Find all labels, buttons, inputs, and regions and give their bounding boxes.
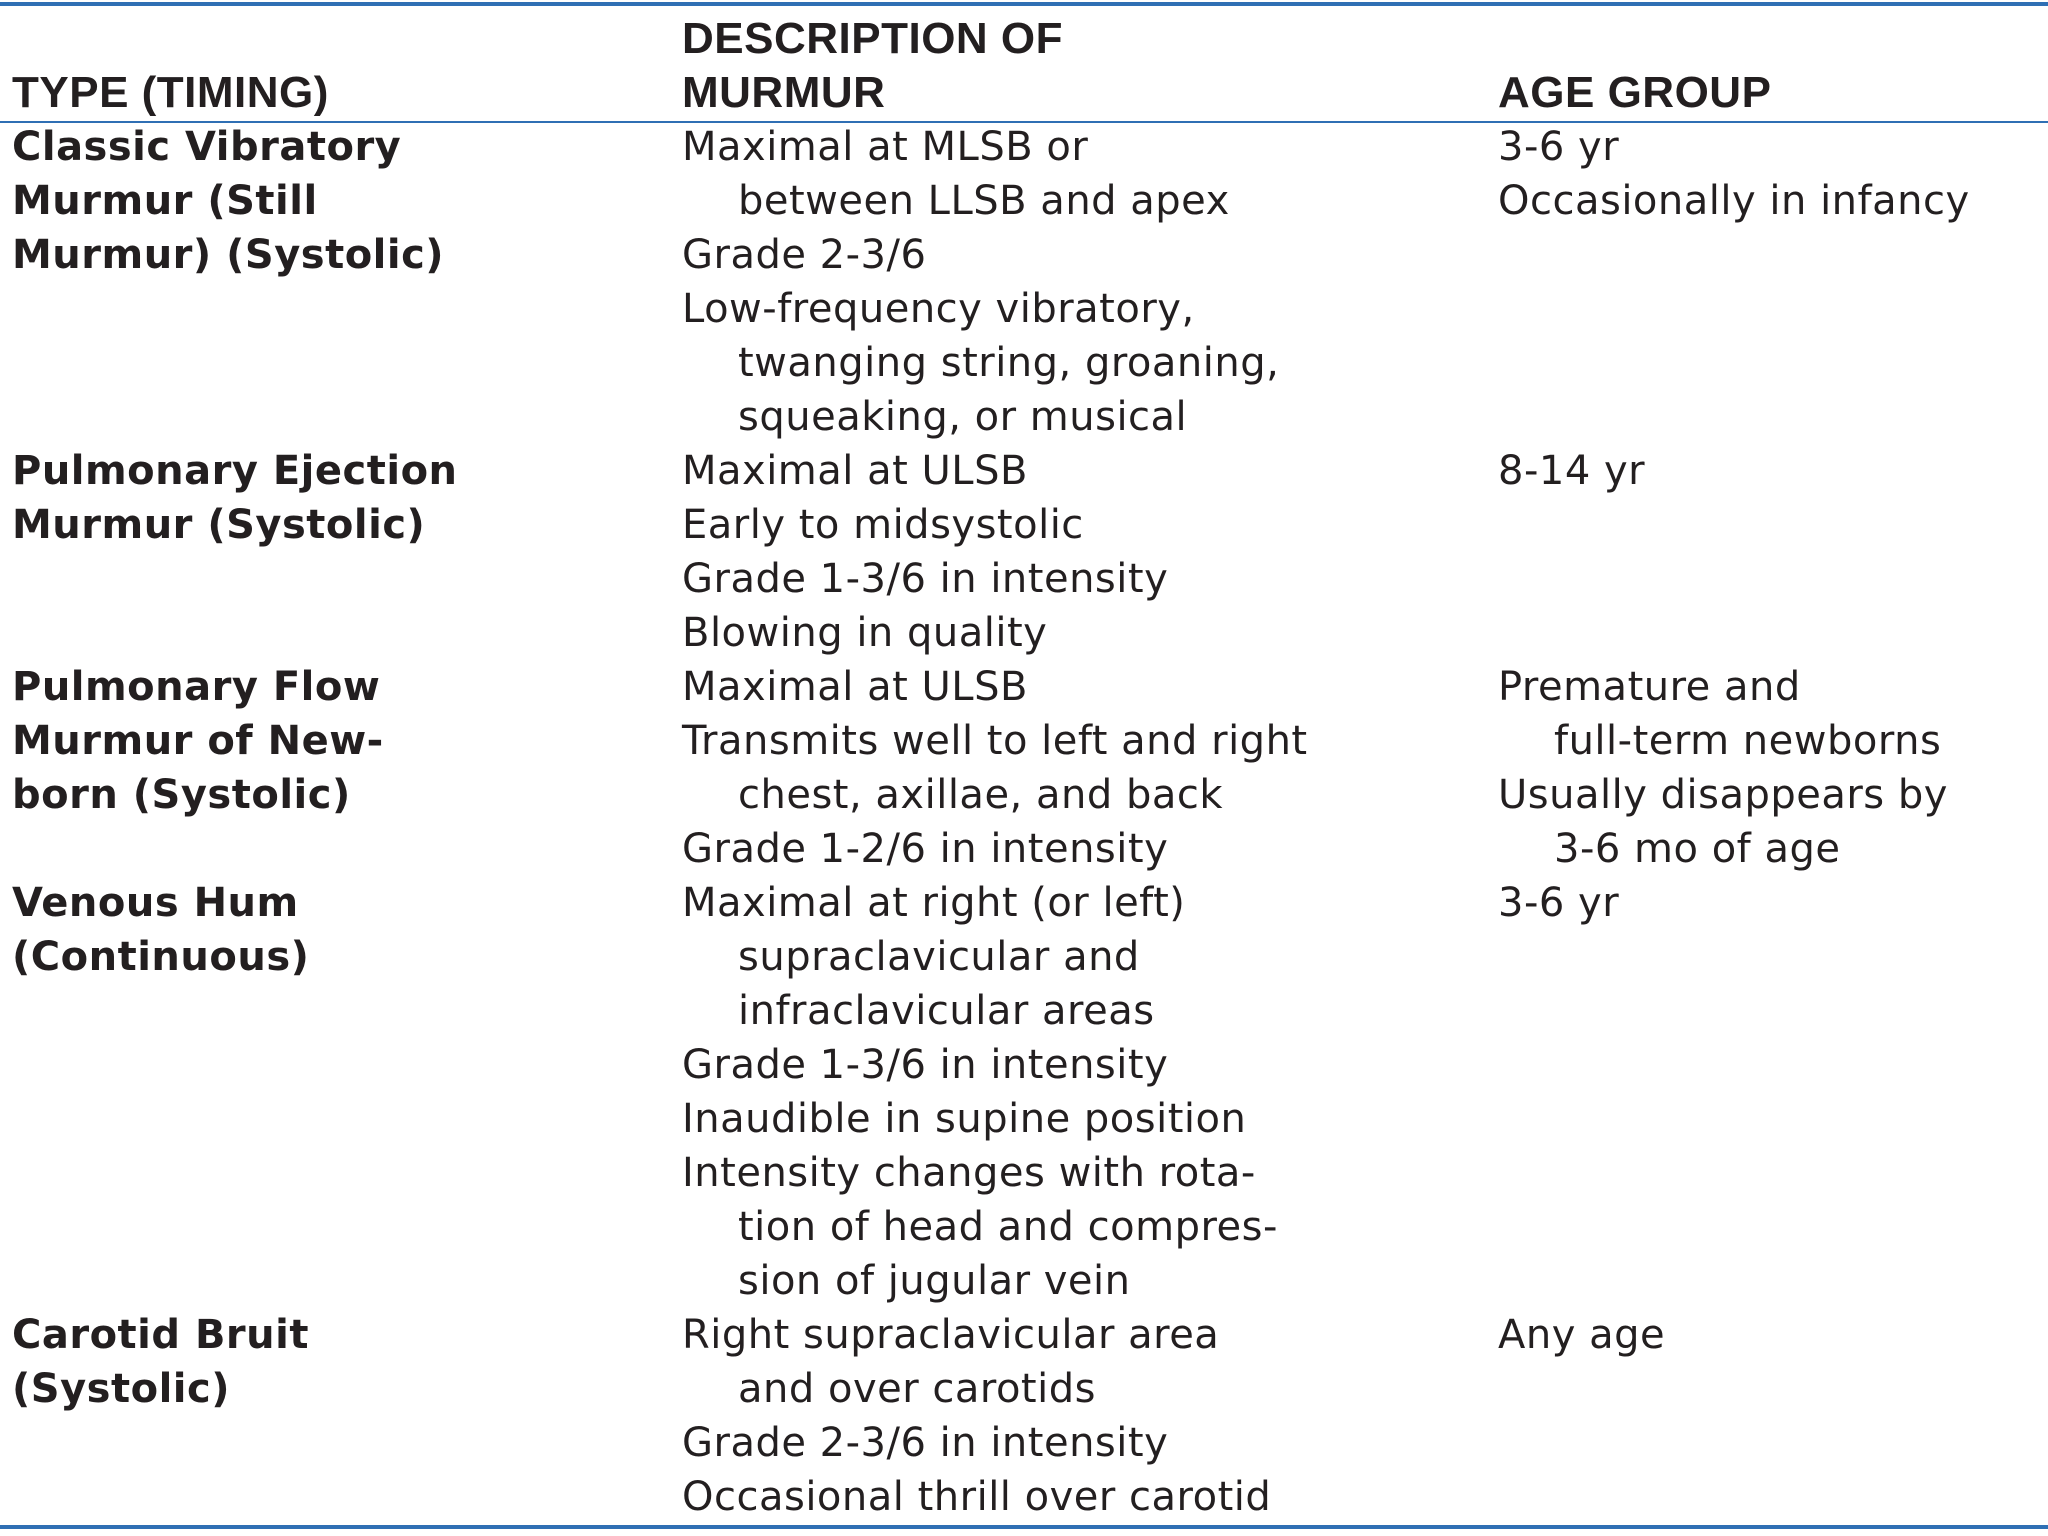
spacer-line [12,1038,652,1092]
spacer-line [12,984,652,1038]
spacer-line [1498,336,2043,390]
header-description-line1: DESCRIPTION OF [682,14,1064,63]
spacer-line [12,1254,652,1308]
spacer-line [1498,930,2043,984]
spacer-line [1498,606,2043,660]
age-line: 8-14 yr [1498,448,1646,494]
description-line: Maximal at right (or left) [682,880,1186,926]
spacer-line [1498,1254,2043,1308]
spacer-line [12,282,652,336]
type-line: (Continuous) [12,934,310,980]
description-line: squeaking, or musical [738,394,1188,440]
description-line: chest, axillae, and back [738,772,1224,818]
spacer-line [1498,1092,2043,1146]
age-line: Occasionally in infancy [1498,178,1970,224]
spacer-line [12,552,652,606]
spacer-line [12,1200,652,1254]
description-line: Low-frequency vibratory, [682,286,1195,332]
spacer-line [1498,228,2043,282]
spacer-line [1498,1146,2043,1200]
description-line: Blowing in quality [682,610,1048,656]
type-line: Pulmonary Flow [12,664,381,710]
spacer-line [12,1092,652,1146]
type-line: Murmur of New- [12,718,384,764]
description-line: infraclavicular areas [738,988,1155,1034]
age-line: Usually disappears by [1498,772,1948,818]
table-top-rule [0,2,2048,6]
type-line: Pulmonary Ejection [12,448,458,494]
spacer-line [12,336,652,390]
age-group-column [1498,120,2043,1362]
spacer-line [1498,1200,2043,1254]
spacer-line [1498,282,2043,336]
table-bottom-rule [0,1525,2048,1529]
age-line: Premature and [1498,664,1801,710]
age-line: 3-6 yr [1498,124,1620,170]
type-line: (Systolic) [12,1366,230,1412]
type-line: Murmur (Still [12,178,318,224]
spacer-line [1498,984,2043,1038]
description-line: sion of jugular vein [738,1258,1131,1304]
header-description [682,12,1063,120]
description-line: Grade 2-3/6 [682,232,927,278]
description-line: Right supraclavicular area [682,1312,1220,1358]
description-line: Inaudible in supine position [682,1096,1247,1142]
spacer-line [12,1146,652,1200]
type-line: Classic Vibratory [12,124,402,170]
header-age-group: AGE GROUP [1498,68,1772,117]
description-line: between LLSB and apex [738,178,1230,224]
type-line: born (Systolic) [12,772,351,818]
description-line: Early to midsystolic [682,502,1084,548]
type-column [12,120,652,1416]
type-line: Murmur) (Systolic) [12,232,445,278]
description-line: Occasional thrill over carotid [682,1474,1272,1520]
header-type-timing: TYPE (TIMING) [12,68,329,117]
spacer-line [12,606,652,660]
description-line: Maximal at ULSB [682,664,1028,710]
description-line: tion of head and compres- [738,1204,1278,1250]
type-line: Carotid Bruit [12,1312,309,1358]
description-line: Grade 1-3/6 in intensity [682,556,1169,602]
description-line: twanging string, groaning, [738,340,1280,386]
header-description-line2: MURMUR [682,68,886,117]
description-line: and over carotids [738,1366,1096,1412]
age-line: Any age [1498,1312,1666,1358]
description-line: Transmits well to left and right [682,718,1308,764]
description-column [682,120,1462,1524]
description-line: Intensity changes with rota- [682,1150,1256,1196]
description-line: supraclavicular and [738,934,1140,980]
type-line: Venous Hum [12,880,299,926]
spacer-line [12,390,652,444]
spacer-line [1498,1038,2043,1092]
spacer-line [1498,390,2043,444]
description-line: Grade 1-3/6 in intensity [682,1042,1169,1088]
description-line: Maximal at MLSB or [682,124,1089,170]
age-line: 3-6 mo of age [1554,826,1841,872]
spacer-line [12,822,652,876]
description-line: Grade 1-2/6 in intensity [682,826,1169,872]
spacer-line [1498,498,2043,552]
type-line: Murmur (Systolic) [12,502,426,548]
age-line: full-term newborns [1554,718,1942,764]
spacer-line [1498,552,2043,606]
age-line: 3-6 yr [1498,880,1620,926]
description-line: Grade 2-3/6 in intensity [682,1420,1169,1466]
description-line: Maximal at ULSB [682,448,1028,494]
